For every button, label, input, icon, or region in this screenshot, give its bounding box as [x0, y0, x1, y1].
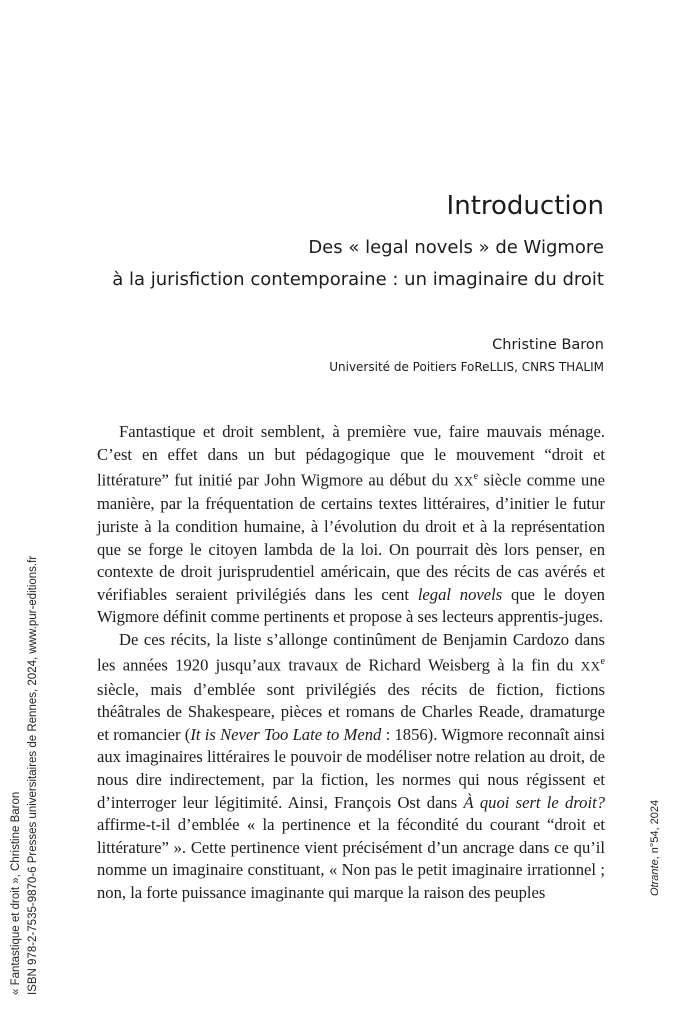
paragraph-2 [97, 629, 605, 905]
chapter-heading [447, 188, 604, 224]
reade-work-title: It is Never Too Late to Mend [190, 724, 382, 744]
paragraph-1-part-b: siècle comme une manière, par la fréquentation de certains textes littéraires, d’initier le futur juriste à la condition humaine, à l’évolution du droit et à la représentation que se forge le citoyen lambda de la loi. On pourrait dès lors penser, en contexte de droit jurisprudentiel américain, que des récits de cas avérés et vérifiables seraient privilégiés dans les cent [97, 470, 605, 604]
legal-novels-term: legal novels [417, 584, 503, 604]
paragraph-2-part-c: : 1856). Wigmore reconnaît ainsi aux imaginaires littéraires le pouvoir de modéliser notre relation au droit, de nous dire indirectement, par la fiction, les normes qui nous régissent et d’interroger leur légitimité. Ainsi, François Ost dans [97, 724, 605, 812]
century-superscript: e [600, 656, 605, 668]
chapter-subtitle [112, 232, 604, 296]
citation-line-2: ISBN 978-2-7535-9870-6 Presses universitaires de Rennes, 2024, www.pur-editions.fr [27, 555, 39, 995]
author-affiliation: Université de Poitiers FoReLLIS, CNRS THALIM [329, 360, 604, 374]
journal-name: Otrante [649, 859, 661, 896]
chapter-title: Introduction [446, 191, 604, 221]
body-text [97, 421, 605, 905]
citation-line-1: « Fantastique et droit », Christine Baron [10, 791, 22, 995]
author-name: Christine Baron [492, 337, 604, 353]
paragraph-1-part-a: Fantastique et droit semblent, à première vue, faire mauvais ménage. C’est en effet dans un but pédagogique que le mouvement “droit et littérature” fut initié par John Wigmore au début du [97, 422, 605, 490]
paragraph-2-part-d: affirme-t-il d’emblée « la pertinence et la fécondité du courant “droit et littérature” ». Cette pertinence vient précisément d’un ancrage dans ce qu’il nomme un imaginaire constituant, « Non pas le petit imaginaire irrationnel ; non, la forte puissance imaginante qui marque la raison des peuples [97, 815, 605, 902]
journal-issue: , n°54, 2024 [649, 799, 661, 860]
subtitle-line-1: Des « legal novels » de Wigmore [308, 237, 604, 258]
ost-work-title: À quoi sert le droit? [463, 792, 605, 812]
century-numeral: XX [453, 473, 474, 489]
paragraph-2-part-a: De ces récits, la liste s’allonge continûment de Benjamin Cardozo dans les années 1920 jusqu’aux travaux de Richard Weisberg à la fin du [97, 629, 605, 675]
subtitle-line-2: à la jurisfiction contemporaine : un imaginaire du droit [112, 269, 604, 290]
paragraph-1-part-c: que le doyen Wigmore définit comme pertinents et propose à ses lecteurs apprentis-juges. [97, 584, 605, 627]
author-block [329, 334, 604, 378]
century-numeral: XX [580, 659, 601, 674]
paragraph-1 [97, 421, 605, 629]
paragraph-2-part-b: siècle, mais d’emblée sont privilégiés des récits de fiction, fictions théâtrales de Shakespeare, pièces et romans de Charles Reade, dramaturge et romancier ( [97, 679, 605, 744]
century-superscript: e [473, 471, 479, 483]
